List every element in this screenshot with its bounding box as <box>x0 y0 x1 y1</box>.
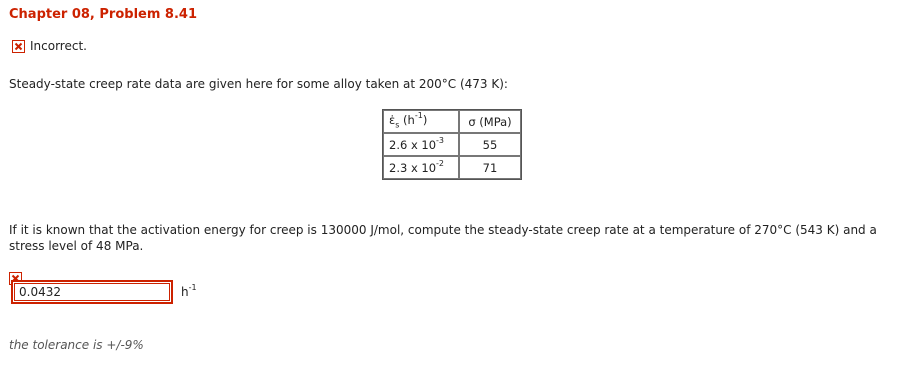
table-header-stress: σ (MPa) <box>459 110 521 133</box>
table-cell-stress: 71 <box>459 156 521 179</box>
table-cell-rate <box>383 133 459 156</box>
unit-base: h <box>181 285 189 299</box>
rate-unit: (h <box>403 113 415 128</box>
epsilon-dot-symbol: ε̇ <box>389 113 396 128</box>
table-cell-rate <box>383 156 459 179</box>
rate-unit-close: ) <box>422 113 428 128</box>
subscript-s: s <box>395 120 400 130</box>
problem-question: If it is known that the activation energy for creep is 130000 J/mol, compute the steady-state creep rate at a temperature of 270°C (543 K) and a stress level of 48 MPa. <box>9 223 877 253</box>
unit-exp: -1 <box>188 283 197 292</box>
table-row <box>383 156 521 179</box>
table-header-rate <box>383 110 459 133</box>
status-text: Incorrect. <box>30 39 87 53</box>
x-mark-icon <box>12 40 25 53</box>
page-title: Chapter 08, Problem 8.41 <box>9 7 197 22</box>
answer-input[interactable]: 0.0432 <box>12 281 172 303</box>
answer-unit <box>181 285 197 299</box>
table-header-row <box>383 110 521 133</box>
rate-exp: -3 <box>436 135 445 145</box>
status-row <box>12 39 87 53</box>
rate-base: 2.3 x 10 <box>389 160 437 175</box>
tolerance-note: the tolerance is +/-9% <box>9 338 144 352</box>
rate-base: 2.6 x 10 <box>389 137 437 152</box>
rate-exp: -2 <box>436 158 445 168</box>
table-row <box>383 133 521 156</box>
rate-unit-exp: -1 <box>414 111 423 121</box>
table-cell-stress: 55 <box>459 133 521 156</box>
creep-data-table <box>382 109 522 180</box>
problem-intro: Steady-state creep rate data are given here for some alloy taken at 200°C (473 K): <box>9 77 508 91</box>
